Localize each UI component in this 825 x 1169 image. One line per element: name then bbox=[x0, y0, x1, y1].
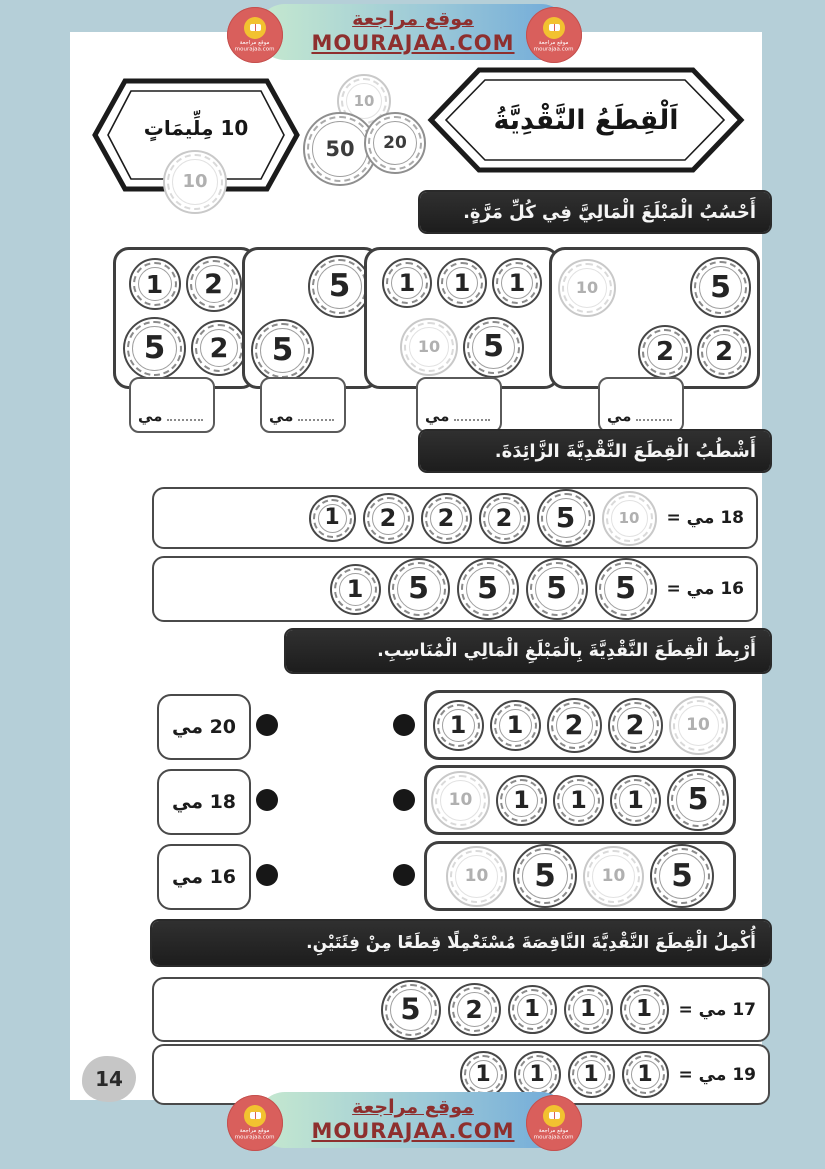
answer-box-4[interactable] bbox=[598, 377, 684, 433]
site-title-arabic: موقع مراجعة bbox=[352, 8, 474, 30]
coin-5[interactable]: 5 bbox=[457, 558, 519, 620]
coin-5: 5 bbox=[463, 317, 524, 378]
site-footer-band bbox=[257, 1092, 569, 1148]
coin-1: 1 bbox=[514, 1051, 561, 1098]
badge-caption-ar: موقع مراجعة bbox=[240, 39, 270, 46]
coin-1[interactable]: 1 bbox=[309, 495, 356, 542]
coin-1: 1 bbox=[553, 775, 604, 826]
coin-group bbox=[460, 1051, 669, 1098]
coin-box-2 bbox=[242, 247, 380, 389]
coin-10: 10 bbox=[558, 259, 616, 317]
logo-book-icon bbox=[244, 17, 266, 39]
coin-2: 2 bbox=[448, 983, 501, 1036]
connector-dot-left-2[interactable] bbox=[256, 789, 278, 811]
dotted-line bbox=[454, 409, 490, 421]
connector-dot-right-1[interactable] bbox=[393, 714, 415, 736]
coin-group bbox=[381, 980, 669, 1040]
amount-label-19: 19 مي = bbox=[678, 1064, 756, 1085]
site-url-link[interactable]: MOURAJAA.COM bbox=[311, 30, 515, 55]
unit-mi: مي bbox=[138, 407, 163, 425]
coin-10: 10 bbox=[669, 696, 728, 755]
coin-1: 1 bbox=[382, 258, 432, 308]
unit-mi: مي bbox=[607, 407, 632, 425]
coin-50: 50 bbox=[303, 112, 377, 186]
lesson-title-plate bbox=[427, 66, 745, 174]
coin-1: 1 bbox=[496, 775, 547, 826]
instruction-banner-complete: أُكْمِلُ الْقِطَعَ النَّقْدِيَّةَ النَّاقِصَةَ مُسْتَعْمِلًا قِطَعًا مِنْ فِئَتَيْنِ. bbox=[152, 921, 770, 965]
crossout-row-16 bbox=[152, 556, 758, 622]
badge-caption-en: mourajaa.com bbox=[235, 45, 275, 53]
site-url-link[interactable]: MOURAJAA.COM bbox=[311, 1118, 515, 1143]
coin-5[interactable]: 5 bbox=[537, 489, 595, 547]
coin-row bbox=[373, 317, 551, 378]
coin-10[interactable]: 10 bbox=[602, 491, 657, 546]
coin-group bbox=[309, 489, 657, 547]
site-logo-badge bbox=[227, 1095, 283, 1151]
coin-box-1 bbox=[113, 247, 257, 389]
complete-row-17[interactable] bbox=[152, 977, 770, 1042]
coin-5[interactable]: 5 bbox=[526, 558, 588, 620]
unit-mi: مي bbox=[269, 407, 294, 425]
badge-caption-en: mourajaa.com bbox=[534, 45, 574, 53]
amount-label-16: 16 مي = bbox=[666, 579, 744, 599]
coin-20: 20 bbox=[364, 112, 426, 174]
coin-2[interactable]: 2 bbox=[421, 493, 472, 544]
site-title-arabic: موقع مراجعة bbox=[352, 1096, 474, 1118]
coin-row bbox=[558, 257, 751, 318]
coin-5: 5 bbox=[123, 317, 186, 380]
instruction-banner-calculate: أَحْسُبُ الْمَبْلَغَ الْمَالِيَّ فِي كُلِّ مَرَّةٍ. bbox=[420, 192, 770, 232]
coin-box-3 bbox=[364, 247, 560, 389]
coin-1: 1 bbox=[508, 985, 557, 1034]
coin-row bbox=[122, 317, 248, 380]
coin-10: 10 bbox=[446, 846, 507, 907]
logo-book-icon bbox=[543, 1105, 565, 1127]
coin-1: 1 bbox=[568, 1051, 615, 1098]
amount-box-16: 16 مي bbox=[157, 844, 251, 910]
coin-1[interactable]: 1 bbox=[330, 564, 381, 615]
site-logo-badge bbox=[526, 1095, 582, 1151]
badge-caption-ar: موقع مراجعة bbox=[539, 1127, 569, 1134]
connector-dot-left-1[interactable] bbox=[256, 714, 278, 736]
match-coins-row-2 bbox=[424, 765, 736, 835]
coin-2[interactable]: 2 bbox=[479, 493, 530, 544]
logo-book-icon bbox=[244, 1105, 266, 1127]
connector-dot-left-3[interactable] bbox=[256, 864, 278, 886]
amount-label-17: 17 مي = bbox=[678, 999, 756, 1020]
unit-sample-coin bbox=[163, 150, 227, 214]
amount-box-18: 18 مي bbox=[157, 769, 251, 835]
badge-caption-ar: موقع مراجعة bbox=[539, 39, 569, 46]
coin-group bbox=[330, 558, 657, 620]
site-logo-badge bbox=[227, 7, 283, 63]
logo-book-icon bbox=[543, 17, 565, 39]
badge-caption-en: mourajaa.com bbox=[534, 1133, 574, 1141]
dotted-line bbox=[298, 409, 334, 421]
answer-box-1[interactable] bbox=[129, 377, 215, 433]
site-header-band bbox=[257, 4, 569, 60]
coin-row bbox=[558, 325, 751, 379]
coin-1: 1 bbox=[433, 700, 484, 751]
coin-1: 1 bbox=[129, 258, 181, 310]
answer-box-2[interactable] bbox=[260, 377, 346, 433]
amount-label-18: 18 مي = bbox=[666, 508, 744, 528]
coin-1: 1 bbox=[437, 258, 487, 308]
page-number: 14 bbox=[82, 1056, 136, 1102]
coin-2: 2 bbox=[697, 325, 751, 379]
instruction-banner-crossout: أَشْطُبُ الْقِطَعَ النَّقْدِيَّةَ الزَّائِدَةَ. bbox=[420, 431, 770, 471]
coin-row bbox=[251, 319, 371, 382]
sample-coin-20 bbox=[364, 112, 426, 174]
coin-5: 5 bbox=[690, 257, 751, 318]
amount-box-20: 20 مي bbox=[157, 694, 251, 760]
coin-10: 10 bbox=[163, 150, 227, 214]
unit-mi: مي bbox=[425, 407, 450, 425]
coin-10: 10 bbox=[583, 846, 644, 907]
coin-10: 10 bbox=[431, 771, 490, 830]
coin-5[interactable]: 5 bbox=[388, 558, 450, 620]
coin-row bbox=[251, 255, 371, 318]
coin-10: 10 bbox=[337, 74, 391, 128]
coin-1: 1 bbox=[490, 700, 541, 751]
coin-box-4 bbox=[549, 247, 760, 389]
coin-1: 1 bbox=[610, 775, 661, 826]
coin-5: 5 bbox=[251, 319, 314, 382]
crossout-row-18 bbox=[152, 487, 758, 549]
match-coins-row-1 bbox=[424, 690, 736, 760]
coin-row bbox=[122, 256, 248, 312]
site-logo-badge bbox=[526, 7, 582, 63]
coin-2[interactable]: 2 bbox=[363, 493, 414, 544]
coin-row bbox=[373, 258, 551, 308]
coin-10: 10 bbox=[400, 318, 458, 376]
coin-5: 5 bbox=[667, 769, 729, 831]
coin-1: 1 bbox=[620, 985, 669, 1034]
coin-2: 2 bbox=[638, 325, 692, 379]
dotted-line bbox=[636, 409, 672, 421]
coin-2: 2 bbox=[186, 256, 242, 312]
coin-1: 1 bbox=[492, 258, 542, 308]
coin-2: 2 bbox=[191, 320, 247, 376]
dotted-line bbox=[167, 409, 203, 421]
coin-1: 1 bbox=[564, 985, 613, 1034]
answer-box-3[interactable] bbox=[416, 377, 502, 433]
match-coins-row-3 bbox=[424, 841, 736, 911]
coin-5: 5 bbox=[308, 255, 371, 318]
badge-caption-ar: موقع مراجعة bbox=[240, 1127, 270, 1134]
coin-1: 1 bbox=[460, 1051, 507, 1098]
connector-dot-right-2[interactable] bbox=[393, 789, 415, 811]
instruction-banner-match: أَرْبِطُ الْقِطَعَ النَّقْدِيَّةَ بِالْمَبْلَغِ الْمَالِي الْمُنَاسِبِ. bbox=[286, 630, 770, 672]
connector-dot-right-3[interactable] bbox=[393, 864, 415, 886]
coin-5: 5 bbox=[513, 844, 577, 908]
coin-5[interactable]: 5 bbox=[595, 558, 657, 620]
coin-2: 2 bbox=[608, 698, 663, 753]
badge-caption-en: mourajaa.com bbox=[235, 1133, 275, 1141]
coin-1: 1 bbox=[622, 1051, 669, 1098]
unit-label: 10 مِلِّيمَاتٍ bbox=[143, 116, 249, 140]
coin-2: 2 bbox=[547, 698, 602, 753]
coin-5: 5 bbox=[650, 844, 714, 908]
coin-5: 5 bbox=[381, 980, 441, 1040]
lesson-title: اَلْقِطَعُ النَّقْدِيَّةُ bbox=[493, 104, 679, 136]
